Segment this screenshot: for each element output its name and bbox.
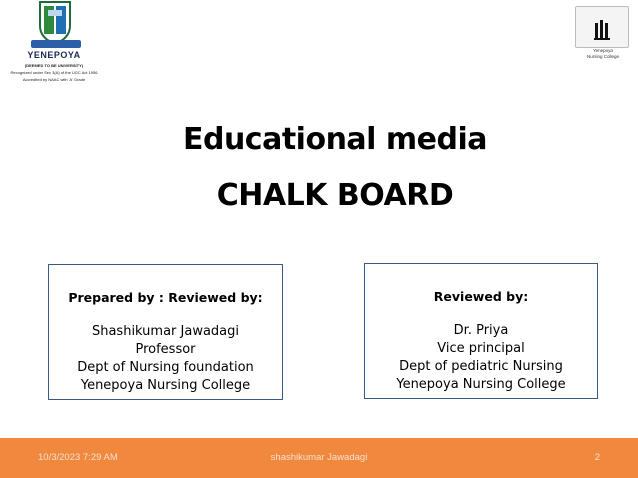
- college-emblem-icon: [594, 19, 610, 41]
- logo-accreditation: Accredited by NAAC with 'A' Grade: [22, 77, 86, 82]
- preparer-name: Shashikumar Jawadagi: [91, 324, 240, 339]
- preparer-institution: Yenepoya Nursing College: [80, 378, 251, 393]
- preparer-designation: Professor: [135, 342, 196, 357]
- footer-author: shashikumar Jawadagi: [270, 452, 368, 463]
- logo-recognition: Recognized under Sec 3(A) of the UGC Act 1956: [10, 70, 98, 75]
- college-caption: [571, 48, 635, 60]
- prepared-by-heading: Prepared by : Reviewed by:: [68, 290, 263, 305]
- reviewer-institution: Yenepoya Nursing College: [396, 377, 566, 392]
- reviewer-designation: Vice principal: [437, 341, 525, 356]
- yenepoya-university-logo: [4, 0, 128, 120]
- footer-date: 10/3/2023 7:29 AM: [38, 452, 118, 463]
- college-seal: [575, 6, 629, 48]
- reviewer-name: Dr. Priya: [453, 323, 509, 338]
- logo-name: YENEPOYA: [27, 50, 81, 60]
- college-caption-line2: Nursing College: [586, 54, 620, 59]
- slide-subtitle: CHALK BOARD: [216, 178, 454, 213]
- slide-title: Educational media: [182, 122, 488, 157]
- footer-page-number: 2: [594, 452, 600, 463]
- logo-ribbon: [31, 40, 81, 48]
- reviewed-by-heading: Reviewed by:: [433, 289, 529, 304]
- reviewed-by-box: [364, 263, 598, 399]
- prepared-by-box: [48, 264, 283, 400]
- preparer-department: Dept of Nursing foundation: [77, 360, 254, 375]
- reviewer-department: Dept of pediatric Nursing: [399, 359, 563, 374]
- slide-footer: [0, 438, 638, 478]
- logo-subtitle: (DEEMED TO BE UNIVERSITY): [24, 63, 84, 68]
- college-caption-line1: Yenepoya: [593, 48, 613, 53]
- nursing-college-logo: [571, 0, 635, 72]
